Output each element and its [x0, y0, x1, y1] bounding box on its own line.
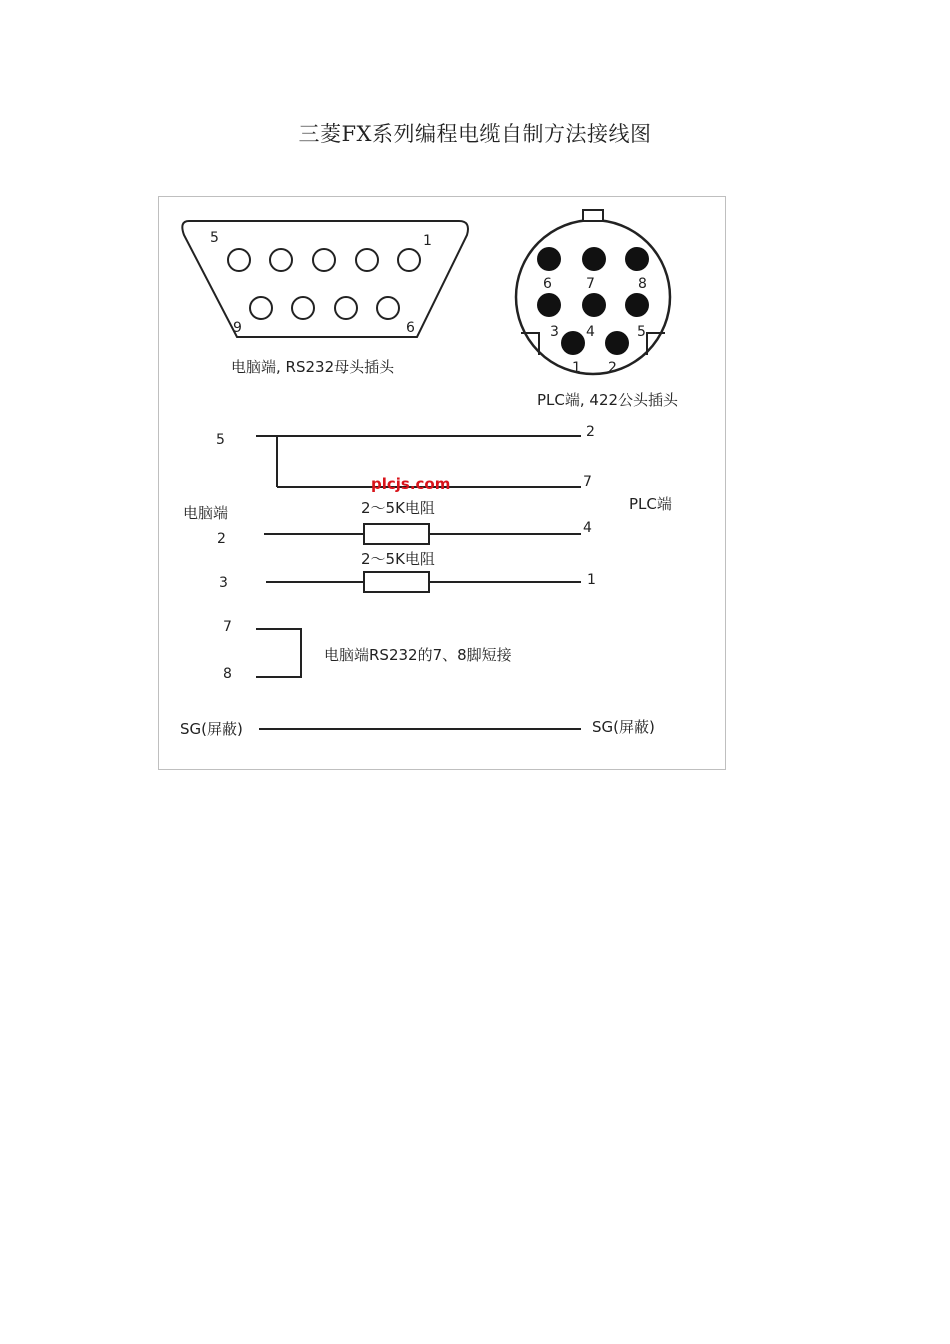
- din8-pin: [605, 331, 629, 355]
- watermark: plcjs.com: [371, 475, 451, 493]
- din8-left-notch: [521, 333, 539, 355]
- db9-pin-hole: [335, 297, 357, 319]
- db9-pin-hole: [313, 249, 335, 271]
- din8-label-7: 7: [586, 276, 595, 292]
- din8-label-8: 8: [638, 276, 647, 292]
- db9-pin-hole: [377, 297, 399, 319]
- db9-pin-hole: [292, 297, 314, 319]
- short-note: 电脑端RS232的7、8脚短接: [324, 646, 512, 664]
- db9-label-5: 5: [210, 230, 219, 246]
- db9-connector: [182, 221, 468, 376]
- plc-pin-4: 4: [583, 520, 592, 536]
- din8-pin: [625, 247, 649, 271]
- resistor-a: [364, 524, 429, 544]
- short-jumper-7-8: [256, 629, 301, 677]
- db9-label-6: 6: [406, 320, 415, 336]
- wiring-section: [180, 424, 672, 738]
- pc-pin-2: 2: [217, 531, 226, 547]
- din8-right-notch: [647, 333, 665, 355]
- din8-label-6: 6: [543, 276, 552, 292]
- db9-pin-hole: [398, 249, 420, 271]
- shield-label-left: SG(屏蔽): [180, 720, 243, 738]
- shield-label-right: SG(屏蔽): [592, 718, 655, 736]
- din8-label-1: 1: [572, 360, 581, 376]
- db9-pin-hole: [228, 249, 250, 271]
- din8-pin: [582, 247, 606, 271]
- din8-pin: [625, 293, 649, 317]
- din8-pin: [582, 293, 606, 317]
- db9-pin-hole: [356, 249, 378, 271]
- db9-label-1: 1: [423, 233, 432, 249]
- plc-pin-7: 7: [583, 474, 592, 490]
- db9-caption: 电脑端, RS232母头插头: [231, 358, 395, 376]
- din8-label-4: 4: [586, 324, 595, 340]
- din8-connector: [516, 210, 679, 409]
- pc-pin-3: 3: [219, 575, 228, 591]
- din8-key: [583, 210, 603, 221]
- wiring-diagram-frame: [158, 196, 726, 770]
- din8-label-3: 3: [550, 324, 559, 340]
- din8-label-2: 2: [608, 360, 617, 376]
- din8-label-5: 5: [637, 324, 646, 340]
- db9-pin-hole: [270, 249, 292, 271]
- resistor-label-b: 2～5K电阻: [361, 550, 435, 568]
- din8-pin: [561, 331, 585, 355]
- pc-pin-7: 7: [223, 619, 232, 635]
- plc-pin-2: 2: [586, 424, 595, 440]
- db9-label-9: 9: [233, 320, 242, 336]
- din8-caption: PLC端, 422公头插头: [537, 391, 679, 409]
- din8-pin: [537, 247, 561, 271]
- page-title: 三菱FX系列编程电缆自制方法接线图: [298, 122, 652, 146]
- plc-side-label: PLC端: [629, 495, 672, 513]
- pc-pin-8: 8: [223, 666, 232, 682]
- plc-pin-1: 1: [587, 572, 596, 588]
- db9-pin-hole: [250, 297, 272, 319]
- resistor-label-a: 2～5K电阻: [361, 499, 435, 517]
- din8-pin: [537, 293, 561, 317]
- wiring-diagram: [159, 197, 725, 769]
- pc-side-label: 电脑端: [183, 504, 229, 522]
- pc-pin-5: 5: [216, 432, 225, 448]
- resistor-b: [364, 572, 429, 592]
